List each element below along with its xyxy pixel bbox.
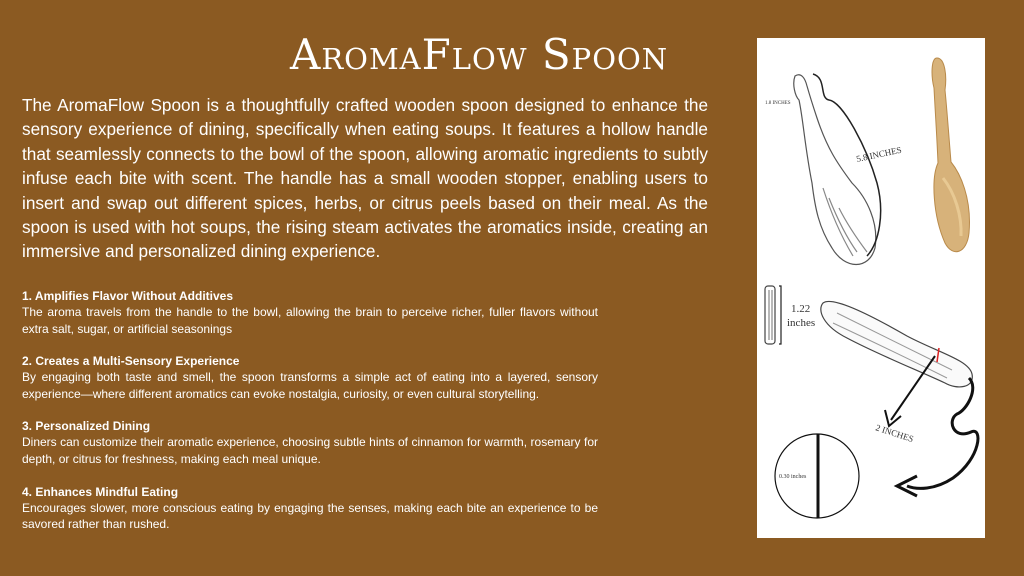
stopper-dimension-label-2: inches (787, 317, 816, 329)
length-dimension-label: 5.8 INCHES (855, 144, 903, 164)
spoon-sketch-drawing (757, 38, 985, 538)
handle-sketch (821, 301, 972, 387)
small-dimension-label: 1.8 INCHES (765, 101, 791, 106)
benefit-title: 3. Personalized Dining (22, 419, 151, 434)
sketch-panel (757, 38, 985, 538)
benefit-text: Diners can customize their aromatic experience, choosing subtle hints of cinnamon for warmth, rosemary for depth, or citrus for freshness, making each meal unique. (22, 435, 598, 466)
benefits-list (22, 288, 598, 549)
circle-dimension-label: 0.30 inches (779, 474, 807, 480)
benefit-item (22, 288, 598, 337)
benefit-title: 2. Creates a Multi-Sensory Experience (22, 354, 240, 369)
benefit-item (22, 484, 598, 533)
benefit-item (22, 353, 598, 402)
benefit-item (22, 418, 598, 467)
benefit-text: The aroma travels from the handle to the bowl, allowing the brain to perceive richer, fuller flavors without extra salt, sugar, or artificial seasonings (22, 305, 598, 336)
spoon-photo (932, 58, 969, 252)
benefit-text: By engaging both taste and smell, the spoon transforms a simple act of eating into a layered, sensory experience—where different aromatics can evoke nostalgia, curiosity, or even cultural storytelling. (22, 370, 598, 401)
benefit-title: 4. Enhances Mindful Eating (22, 484, 179, 499)
swirl-arrow (907, 378, 978, 488)
benefit-title: 1. Amplifies Flavor Without Additives (22, 289, 234, 303)
page-title: AromaFlow Spoon (290, 30, 669, 79)
intro-paragraph: The AromaFlow Spoon is a thoughtfully crafted wooden spoon designed to enhance the sensory experience of dining, specifically when eating soups. It features a hollow handle that seamlessly connects to the bowl of the spoon, allowing aromatic ingredients to subtly infuse each bite with scent. The handle has a small wooden stopper, enabling users to insert and swap out different spices, herbs, or citrus peels based on their meal. As the spoon is used with hot soups, the rising steam activates the aromatics inside, creating an immersive and personalized dining experience. (22, 95, 708, 262)
stopper-sketch (765, 286, 781, 344)
stopper-dimension-label-1: 1.22 (791, 303, 811, 315)
handle-dimension-label: 2 INCHES (874, 422, 915, 445)
benefit-text: Encourages slower, more conscious eating by engaging the senses, making each bite an experience to be savored rather than rushed. (22, 500, 598, 532)
length-bracket (813, 74, 881, 256)
